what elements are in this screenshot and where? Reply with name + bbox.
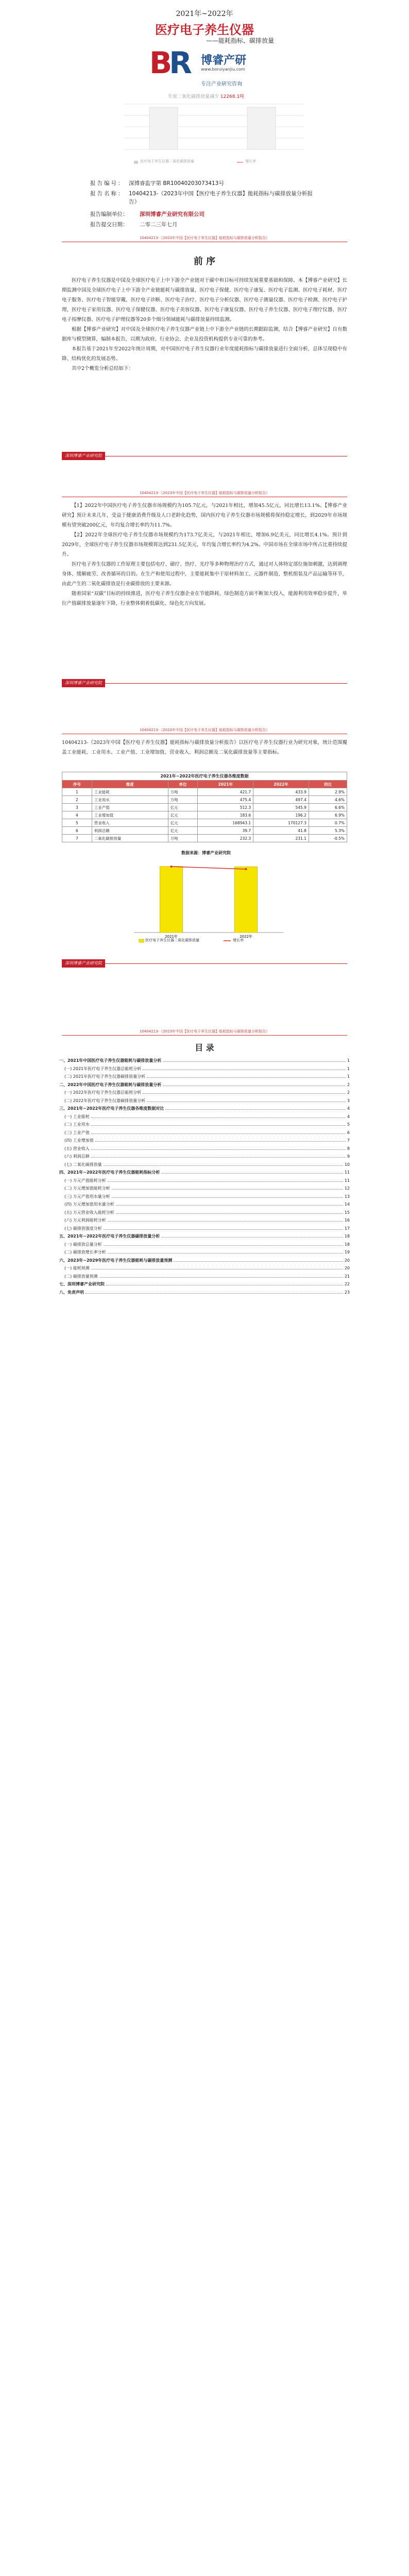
table-cell: 工业用水 xyxy=(92,796,168,804)
toc-entry-title: (六) 利润总额 xyxy=(64,1154,90,1159)
toc-entry-page: 17 xyxy=(344,1226,350,1231)
table-cell: 170127.3 xyxy=(253,819,309,827)
table-cell: 4.6% xyxy=(309,796,347,804)
info-row-report-no: 报告编号： 深博睿监字第 BR10040203073413号 xyxy=(90,180,224,187)
toc-entry-title: 三、2021年~2022年医疗电子养生仪器各维度数据对比 xyxy=(59,1106,164,1111)
toc-entry-title: (一) 碳排放总量分析 xyxy=(64,1242,102,1247)
summary-para: 随着国家“双碳”目标的持续推进，医疗电子养生仪器企业在节能降耗、绿色制造方面不断加大投入，能源利用效率稳步提升，单位产值碳排放量逐年下降，行业整体朝着低碳化、绿色化方向发展。 xyxy=(62,591,347,606)
toc-entry[interactable] xyxy=(64,1146,350,1151)
toc-leader-dots xyxy=(91,1122,346,1126)
toc-entry-page: 1 xyxy=(347,1058,350,1063)
toc-entry[interactable] xyxy=(64,1274,350,1279)
toc-entry-page: 19 xyxy=(344,1250,350,1255)
toc-leader-dots xyxy=(116,1210,343,1214)
toc-entry-title: (二) 万元增加值能耗分析 xyxy=(64,1186,110,1191)
toc-entry-title: (四) 万元增加值用水量分析 xyxy=(64,1202,114,1207)
table-cell: 亿元 xyxy=(168,811,198,819)
data-chart xyxy=(113,850,299,945)
toc-entry-title: (一) 工业能耗 xyxy=(64,1114,90,1119)
toc-leader-dots xyxy=(143,1066,346,1070)
table-cell: 亿元 xyxy=(168,804,198,811)
toc-leader-dots xyxy=(91,1265,343,1269)
cover-legend-1: 医疗电子养生仪器二氧化碳排放量 xyxy=(140,159,194,163)
toc-entry[interactable] xyxy=(59,1106,350,1111)
toc-leader-dots xyxy=(108,1178,343,1182)
toc-leader-dots xyxy=(163,1058,346,1062)
toc-entry-title: (一) 2022年医疗电子养生仪器总能耗分析 xyxy=(64,1090,142,1095)
toc-entry-page: 7 xyxy=(347,1138,350,1143)
toc-entry-title: (三) 万元产值用水量分析 xyxy=(64,1194,110,1199)
toc-leader-dots xyxy=(165,1106,346,1110)
toc-entry-title: (七) 二氧化碳排放量 xyxy=(64,1162,102,1167)
cover-legend-2: 增长率 xyxy=(245,159,256,163)
toc-entry-page: 23 xyxy=(344,1290,350,1295)
chart-bar xyxy=(235,867,258,933)
toc-list xyxy=(0,1058,409,1310)
cover-legend-swatch-1 xyxy=(134,161,138,164)
preface-para: 本报告基于2021年至2022年统计周期，对中国医疗电子养生仪器行业年度能耗指标与碳排放量进行全面分析，总体呈现稳中有降、结构优化的发展态势。 xyxy=(62,346,347,362)
data-table-wrap xyxy=(62,772,347,842)
toc-leader-dots xyxy=(104,1242,343,1246)
toc-leader-dots xyxy=(99,1274,343,1278)
toc-leader-dots xyxy=(161,1233,343,1238)
data-table-title: 2021年~2022年医疗电子养生仪器各维度数据 xyxy=(62,772,347,780)
toc-entry-title: (七) 碳排放强度分析 xyxy=(64,1226,102,1231)
table-cell: 232.3 xyxy=(198,835,253,842)
toc-leader-dots xyxy=(112,1194,343,1198)
toc-entry-title: 二、2022年中国医疗电子养生仪器能耗与碳排放量分析 xyxy=(59,1082,162,1087)
toc-leader-dots xyxy=(108,1217,343,1222)
summary-para: 【1】2022年中国医疗电子养生仪器市场规模约为105.7亿元，与2021年相比，增加45.5亿元，同比增长13.1%。【博睿产业研究】预计未来几年，受益于健康消费升级及人口老龄化趋势，国内医疗电子养生仪器市场规模将保持稳定增长，到2029年市场规模有望突破200亿元，年均复合增长率约为11.7%。 xyxy=(62,503,347,528)
toc-entry-title: 八、免责声明 xyxy=(59,1290,84,1295)
table-cell: 231.1 xyxy=(253,835,309,842)
toc-entry-title: (三) 工业产值 xyxy=(64,1130,90,1135)
toc-leader-dots xyxy=(106,1281,343,1285)
toc-entry-page: 22 xyxy=(344,1282,350,1286)
toc-entry[interactable] xyxy=(64,1217,350,1223)
toc-entry[interactable] xyxy=(64,1226,350,1231)
page-header-strip: 10404213-《2023年中国【医疗电子养生仪器】能耗指标与碳排放量分析报告》 xyxy=(62,234,347,242)
toc-entry[interactable] xyxy=(64,1242,350,1247)
table-cell: 万吨 xyxy=(168,796,198,804)
preface-para: 其中2个概览分析总结如下： xyxy=(72,366,134,371)
table-row xyxy=(62,788,347,796)
table-cell: 6.6% xyxy=(309,804,347,811)
toc-entry-title: (二) 碳排放量预测 xyxy=(64,1274,98,1279)
cover-chart xyxy=(77,93,335,169)
table-cell: 营业收入 xyxy=(92,819,168,827)
chart-x-tick-label: 2022年 xyxy=(240,935,252,939)
chart-legend-swatch-bar xyxy=(139,939,144,942)
toc-entry[interactable] xyxy=(59,1058,350,1063)
toc-entry[interactable] xyxy=(64,1201,350,1207)
toc-entry-page: 2 xyxy=(347,1090,350,1095)
toc-entry[interactable] xyxy=(64,1138,350,1143)
toc-entry[interactable] xyxy=(59,1258,350,1263)
toc-entry-page: 4 xyxy=(347,1106,350,1111)
table-row xyxy=(62,804,347,811)
toc-entry-page: 13 xyxy=(344,1194,350,1199)
data-intro-para: 10404213-《2023年中国【医疗电子养生仪器】能耗指标与碳排放量分析报告》以医疗电子养生仪器行业为研究对象，统计范围覆盖工业能耗、工业用水、工业产值、工业增加值、营业收入、利润总额及二氧化碳排放量等主要指标。 xyxy=(62,740,347,755)
table-cell: 亿元 xyxy=(168,827,198,835)
table-header-row xyxy=(62,781,347,788)
toc-entry[interactable] xyxy=(64,1249,350,1255)
table-cell: 6 xyxy=(62,827,92,835)
toc-entry-page: 12 xyxy=(344,1186,350,1191)
cover-chart-caption-value: 12268.1吨 xyxy=(220,94,245,99)
table-cell: 4 xyxy=(62,811,92,819)
toc-entry[interactable] xyxy=(64,1130,350,1136)
preface-title: 前 序 xyxy=(193,256,216,267)
table-cell: 168943.1 xyxy=(198,819,253,827)
toc-leader-dots xyxy=(95,1138,346,1142)
toc-entry[interactable] xyxy=(64,1265,350,1271)
table-cell: 万吨 xyxy=(168,835,198,842)
table-cell: 3 xyxy=(62,804,92,811)
toc-entry[interactable] xyxy=(59,1233,350,1239)
toc-leader-dots xyxy=(91,1114,346,1118)
chart-growth-point xyxy=(171,866,173,868)
table-cell: 亿元 xyxy=(168,819,198,827)
table-cell: 二氧化碳排放量 xyxy=(92,835,168,842)
toc-leader-dots xyxy=(91,1154,346,1158)
toc-entry-page: 18 xyxy=(344,1234,350,1239)
cover-chart-caption-text: 年度二氧化碳排放量减少 xyxy=(167,94,219,99)
toc-entry[interactable] xyxy=(64,1194,350,1199)
toc-entry[interactable] xyxy=(64,1122,350,1127)
info-row-report-name: 报告名称： 10404213-《2023年中国【医疗电子养生仪器】能耗指标与碳排放量分析报告》 xyxy=(90,191,313,205)
table-row xyxy=(62,796,347,804)
toc-leader-dots xyxy=(147,1098,346,1102)
table-row xyxy=(62,811,347,819)
brand-logo xyxy=(149,47,263,89)
summary-body xyxy=(62,501,347,608)
table-header-cell: 单位 xyxy=(168,781,198,788)
toc-leader-dots xyxy=(91,1130,346,1134)
summary-para: 【2】2022年全球医疗电子养生仪器市场规模约为173.7亿美元，与2021年相比，增加6.9亿美元，同比增长4.1%。预计到2029年，全球医疗电子养生仪器市场规模将达到231.5亿美元，年均复合增长率约为4.2%。中国市场在全球市场中所占比重持续提升。 xyxy=(62,532,347,557)
toc-leader-dots xyxy=(163,1082,346,1086)
page-header-strip: 10404213-《2023年中国【医疗电子养生仪器】能耗指标与碳排放量分析报告》 xyxy=(62,726,347,734)
toc-entry-title: (一) 万元产值能耗分析 xyxy=(64,1178,106,1183)
page-footer: 深圳博睿产业研究院 xyxy=(62,679,105,687)
data-chart-legend-1: 医疗电子养生仪器二氧化碳排放量 xyxy=(145,938,199,942)
cover-year-range: 2021年~2022年 xyxy=(176,10,233,18)
page-header-strip: 10404213-《2023年中国【医疗电子养生仪器】能耗指标与碳排放量分析报告》 xyxy=(62,1028,347,1036)
summary-para: 医疗电子养生仪器的工作原理主要包括电疗、磁疗、热疗、光疗等多种物理治疗方式，通过对人体特定部位施加刺激，达到调理身体、缓解疲劳、改善循环的目的。在生产和使用过程中，主要能耗集中于原材料加工、元器件制造、整机组装及产品运输等环节，由此产生的二氧化碳排放是行业碳排放的主要来源。 xyxy=(62,562,347,587)
preface-page xyxy=(0,234,409,471)
table-cell: 5 xyxy=(62,819,92,827)
cover-subtitle: ——能耗指标、碳排放量 xyxy=(206,37,275,44)
table-cell: 7 xyxy=(62,835,92,842)
toc-entry-page: 1 xyxy=(347,1074,350,1079)
data-chart-source: 数据来源：博睿产业研究院 xyxy=(181,851,231,855)
data-chart-svg xyxy=(113,850,299,945)
toc-entry-title: 五、2021年~2022年医疗电子养生仪器碳排放量分析 xyxy=(59,1234,160,1239)
logo-tagline: 专注产业研究咨询 xyxy=(201,81,242,87)
toc-entry-title: (六) 万元利润能耗分析 xyxy=(64,1218,106,1223)
cover-bar-2022 xyxy=(247,107,276,149)
toc-entry-title: (四) 工业增加值 xyxy=(64,1138,94,1143)
table-header-cell: 2022年 xyxy=(253,781,309,788)
table-cell: 1 xyxy=(62,788,92,796)
toc-entry[interactable] xyxy=(64,1185,350,1191)
toc-entry-page: 11 xyxy=(344,1178,350,1183)
chart-growth-point xyxy=(245,868,247,870)
table-header-cell: 2021年 xyxy=(198,781,253,788)
toc-entry[interactable] xyxy=(64,1114,350,1120)
toc-leader-dots xyxy=(143,1090,346,1094)
toc-entry-page: 11 xyxy=(344,1170,350,1175)
toc-entry-page: 14 xyxy=(344,1202,350,1207)
toc-leader-dots xyxy=(112,1185,343,1190)
table-cell: 0.7% xyxy=(309,819,347,827)
table-cell: 5.3% xyxy=(309,827,347,835)
cover-bar-2021 xyxy=(149,107,178,149)
toc-entry-page: 8 xyxy=(347,1146,350,1151)
toc-entry-page: 21 xyxy=(344,1274,350,1279)
toc-entry[interactable] xyxy=(64,1098,350,1104)
toc-leader-dots xyxy=(91,1146,346,1150)
table-header-cell: 维度 xyxy=(92,781,168,788)
cover-title: 医疗电子养生仪器 xyxy=(155,22,254,37)
table-cell: 196.2 xyxy=(253,811,309,819)
chart-x-tick-label: 2021年 xyxy=(165,935,178,939)
table-cell: 41.8 xyxy=(253,827,309,835)
table-row xyxy=(62,827,347,835)
toc-entry-page: 10 xyxy=(344,1162,350,1167)
toc-leader-dots xyxy=(174,1258,343,1262)
toc-leader-dots xyxy=(108,1249,343,1253)
toc-entry[interactable] xyxy=(59,1082,350,1088)
toc-entry-title: 四、2021年~2022年医疗电子养生仪器能耗指标分析 xyxy=(59,1170,160,1175)
toc-entry[interactable] xyxy=(64,1210,350,1215)
toc-entry-page: 4 xyxy=(347,1114,350,1119)
page-footer: 深圳博睿产业研究院 xyxy=(62,959,105,968)
logo-name: 博睿产研 xyxy=(201,54,247,67)
preface-para: 根据【博睿产业研究】对中国及全球医疗电子养生仪器产业链上中下游全产业链的长期跟踪监测，结合【博睿产业研究】自有数据库与模型测算，编制本报告，以期为政府、行业协会、企业及投资机构提供专业可靠的参考。 xyxy=(62,327,347,342)
preface-body xyxy=(62,276,347,374)
toc-entry-title: (二) 工业用水 xyxy=(64,1122,90,1127)
data-table xyxy=(62,780,347,842)
toc-entry-title: (五) 营业收入 xyxy=(64,1146,90,1151)
table-cell: 512.3 xyxy=(198,804,253,811)
toc-entry-page: 20 xyxy=(344,1266,350,1270)
table-cell: 6.9% xyxy=(309,811,347,819)
toc-entry-page: 1 xyxy=(347,1066,350,1071)
toc-entry[interactable] xyxy=(64,1154,350,1159)
toc-leader-dots xyxy=(104,1226,343,1230)
toc-entry-page: 16 xyxy=(344,1218,350,1223)
page-footer: 深圳博睿产业研究院 xyxy=(62,452,105,460)
toc-entry-title: (五) 万元营业收入能耗分析 xyxy=(64,1210,114,1215)
table-row xyxy=(62,819,347,827)
table-cell: 183.6 xyxy=(198,811,253,819)
toc-entry-page: 6 xyxy=(347,1130,350,1135)
data-chart-legend-2: 增长率 xyxy=(233,938,244,942)
toc-entry-title: (二) 2022年医疗电子养生仪器碳排放量分析 xyxy=(64,1098,146,1103)
toc-page xyxy=(0,1028,409,1316)
table-cell: 工业增加值 xyxy=(92,811,168,819)
table-cell: 2 xyxy=(62,796,92,804)
toc-entry[interactable] xyxy=(64,1162,350,1167)
toc-entry-page: 9 xyxy=(347,1154,350,1159)
toc-entry-title: (一) 能耗预测 xyxy=(64,1266,90,1270)
toc-leader-dots xyxy=(147,1074,346,1078)
toc-entry-page: 15 xyxy=(344,1210,350,1215)
table-cell: 39.7 xyxy=(198,827,253,835)
preface-para: 医疗电子养生仪器是中国及全球医疗电子上中下游全产业链对于碳中和目标可持续发展重要基础和保障。本【博睿产业研究】长期监测中国及全球医疗电子上中下游全产业链能耗与碳排放量，医疗电子保健、医疗电子康复、医疗电子监测、医疗电子耗材、医疗电子服务、医疗电子智能穿戴、医疗电子诊断、医疗电子治疗、医疗电子分析仪器、医疗电子测量仪器、医疗电子检测、医疗电子护理、医疗电子家用仪器、医疗电子保健仪器、医疗电子美容仪器、医疗电子康复仪器、医疗电子养生仪器、医疗电子理疗仪器、医疗电子按摩仪器、医疗电子护理仪器等20多个细分领域能耗与碳排放量持续监测。 xyxy=(62,278,347,323)
toc-entry-page: 3 xyxy=(347,1098,350,1103)
page-header-strip: 10404213-《2023年中国【医疗电子养生仪器】能耗指标与碳排放量分析报告》 xyxy=(62,489,347,497)
toc-entry[interactable] xyxy=(64,1090,350,1095)
toc-entry[interactable] xyxy=(59,1290,350,1295)
toc-leader-dots xyxy=(116,1201,343,1206)
table-header-cell: 同比 xyxy=(309,781,347,788)
table-cell: 497.4 xyxy=(253,796,309,804)
toc-entry-title: (二) 碳排放增长率分析 xyxy=(64,1250,106,1255)
toc-title: 目 录 xyxy=(195,1043,214,1053)
toc-entry[interactable] xyxy=(59,1281,350,1287)
table-cell: 利润总额 xyxy=(92,827,168,835)
toc-entry[interactable] xyxy=(64,1178,350,1183)
table-row xyxy=(62,835,347,842)
toc-entry-page: 2 xyxy=(347,1082,350,1087)
table-cell: 万吨 xyxy=(168,788,198,796)
table-header-cell: 序号 xyxy=(62,781,92,788)
logo-url: www.boruiyanjiu.com xyxy=(201,67,245,72)
toc-entry-page: 5 xyxy=(347,1122,350,1127)
chart-bar xyxy=(160,867,183,933)
toc-leader-dots xyxy=(161,1170,343,1174)
toc-entry[interactable] xyxy=(64,1066,350,1072)
data-intro xyxy=(62,738,347,757)
toc-entry-title: (二) 2021年医疗电子养生仪器碳排放量分析 xyxy=(64,1074,146,1079)
info-row-date: 报告提交日期： 二零二三年七月 xyxy=(90,222,178,228)
table-cell: 2.9% xyxy=(309,788,347,796)
table-cell: 433.9 xyxy=(253,788,309,796)
info-row-org: 报告编制单位： 深圳博睿产业研究有限公司 xyxy=(90,211,204,217)
toc-entry-title: 一、2021年中国医疗电子养生仪器能耗与碳排放量分析 xyxy=(59,1058,162,1063)
toc-leader-dots xyxy=(104,1162,343,1166)
table-cell: 545.9 xyxy=(253,804,309,811)
table-cell: 工业能耗 xyxy=(92,788,168,796)
table-cell: 475.4 xyxy=(198,796,253,804)
toc-leader-dots xyxy=(86,1290,343,1294)
toc-entry-title: 七、深圳博睿产业研究院 xyxy=(59,1282,105,1286)
table-cell: 工业产值 xyxy=(92,804,168,811)
toc-entry-title: (一) 2021年医疗电子养生仪器总能耗分析 xyxy=(64,1066,142,1071)
logo-mark: BR xyxy=(149,45,189,80)
cover-chart-svg xyxy=(77,93,335,169)
toc-entry-page: 18 xyxy=(344,1242,350,1247)
table-cell: -0.5% xyxy=(309,835,347,842)
toc-entry-title: 六、2023年~2029年医疗电子养生仪器能耗与碳排放量预测 xyxy=(59,1258,173,1263)
toc-entry-page: 20 xyxy=(344,1258,350,1263)
toc-entry[interactable] xyxy=(59,1170,350,1175)
table-cell: 421.7 xyxy=(198,788,253,796)
toc-entry[interactable] xyxy=(64,1074,350,1079)
